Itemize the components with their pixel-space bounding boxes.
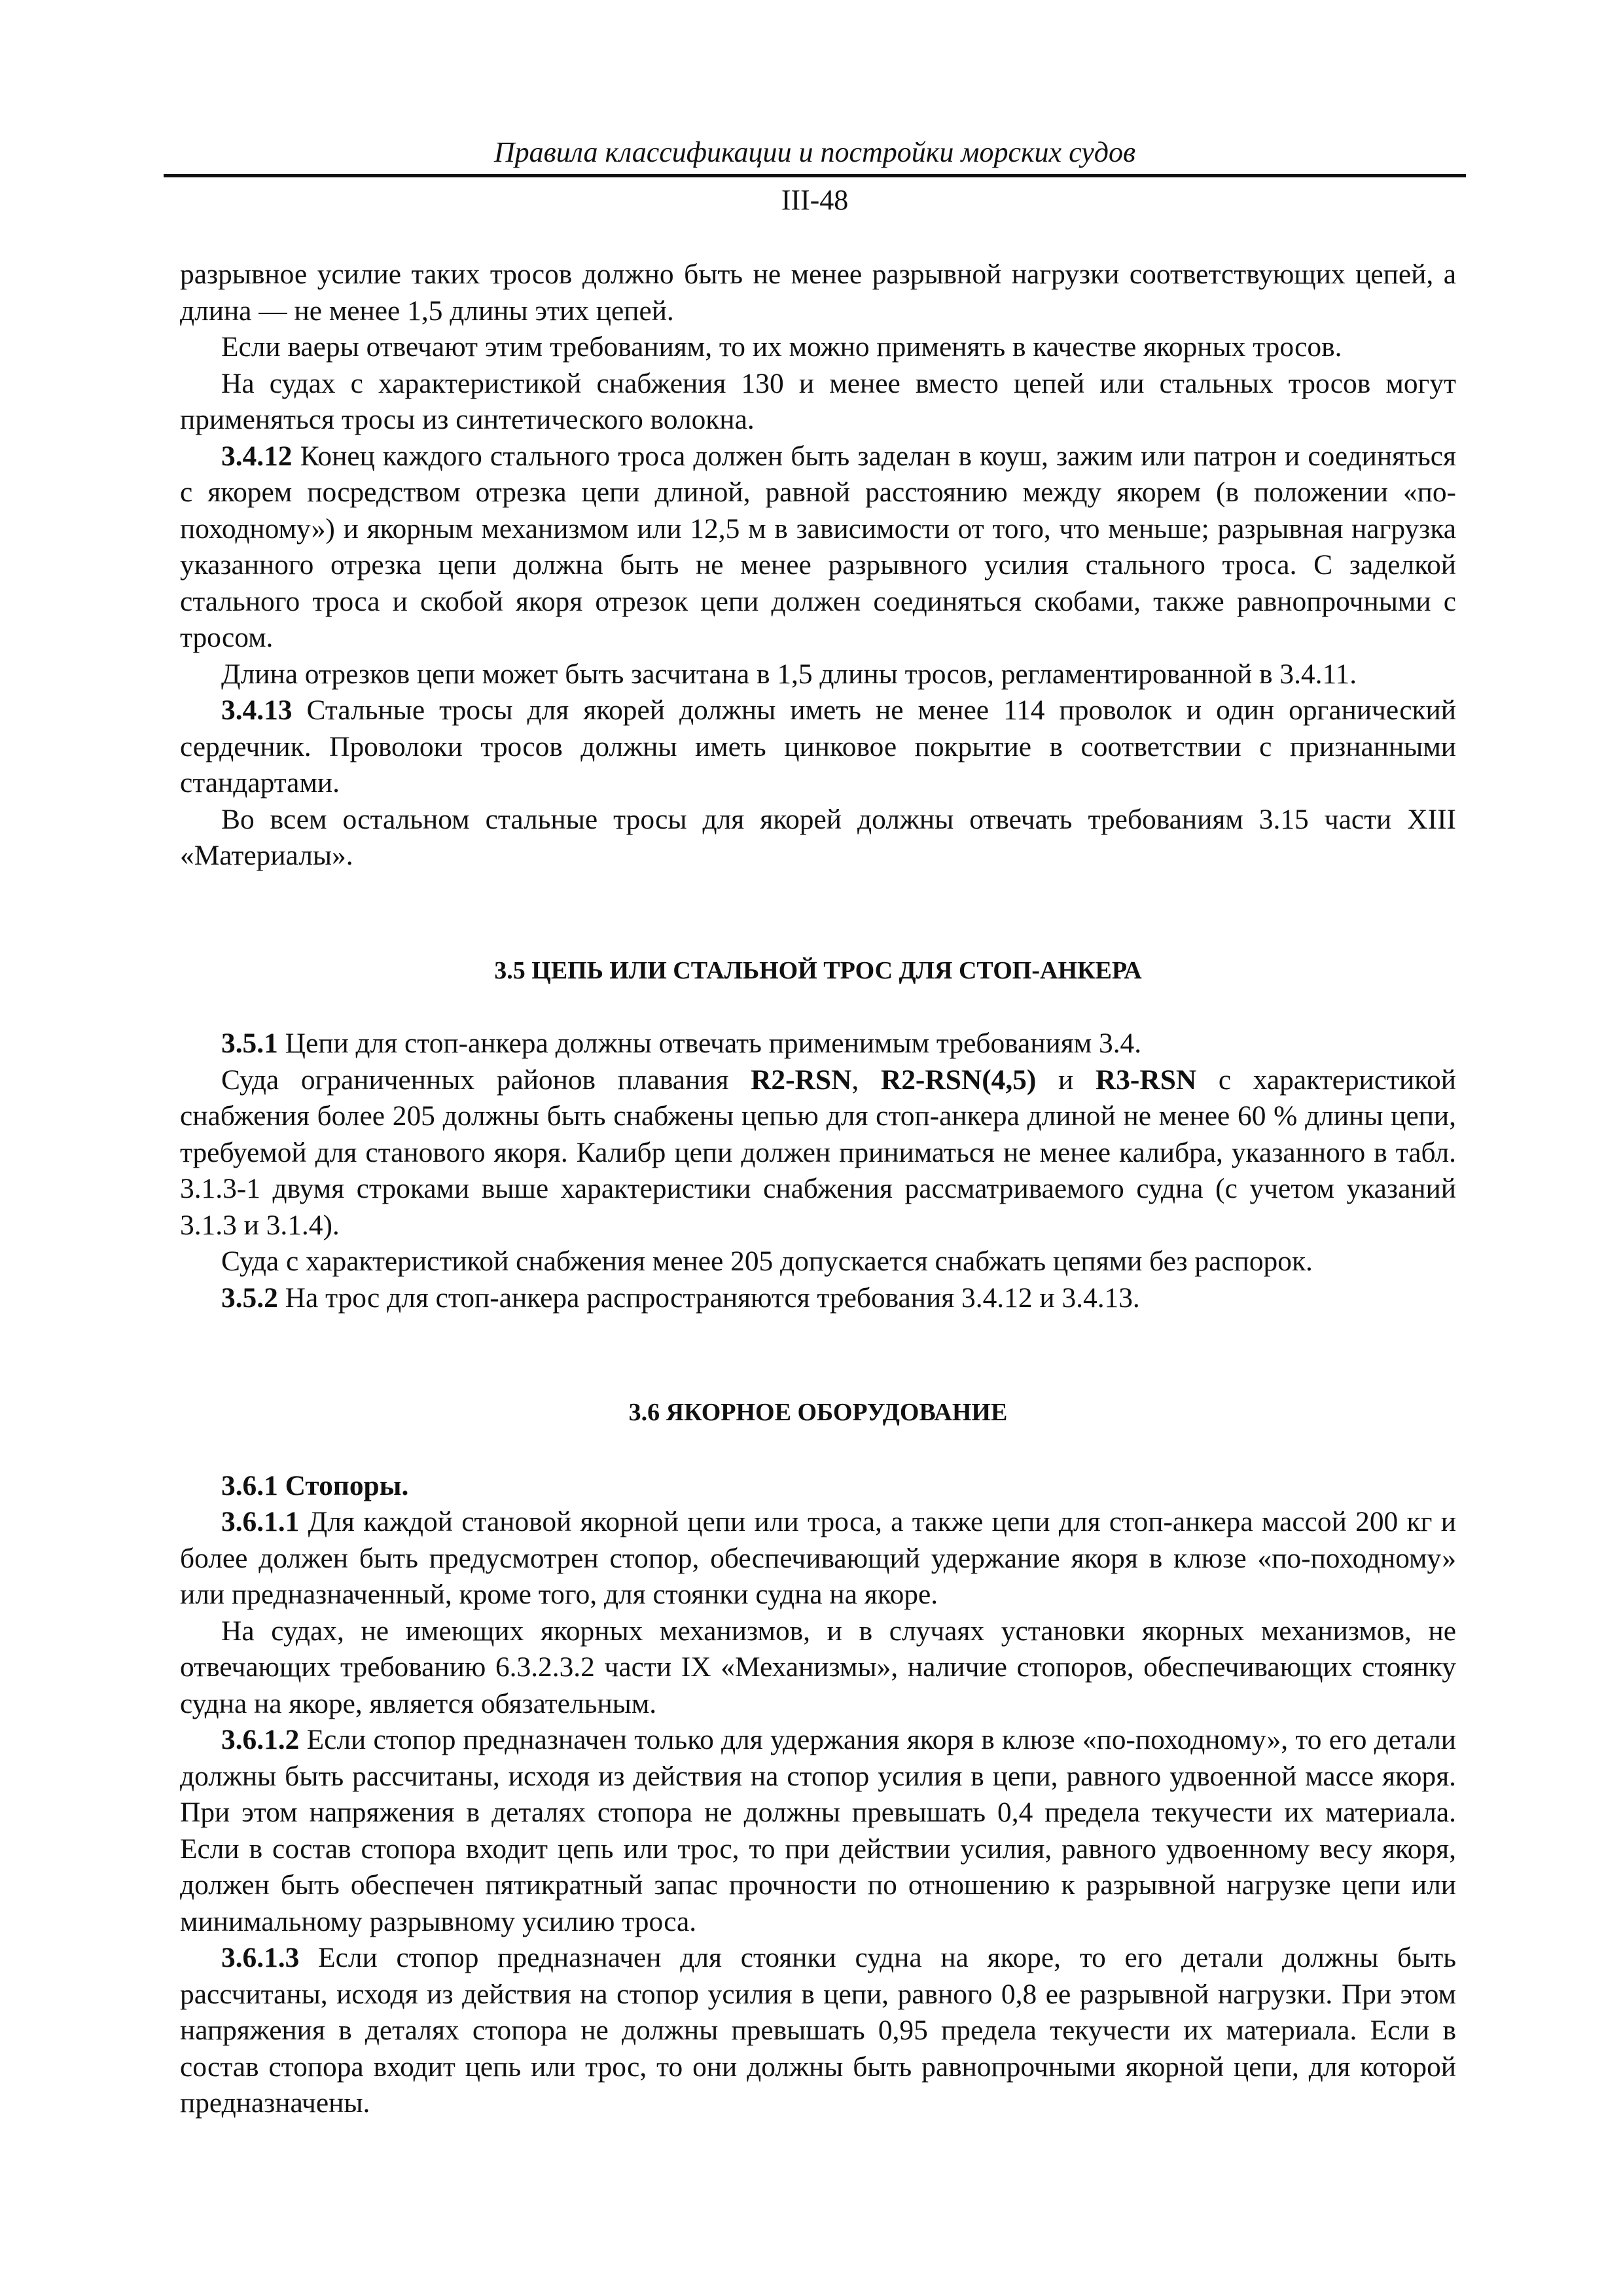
paragraph-text: Суда ограниченных районов плавания <box>221 1064 751 1096</box>
paragraph-3-6-1-3 <box>180 1940 1456 2122</box>
paragraph-text: Если ваеры отвечают этим требованиям, то их можно применять в качестве якорных тросов. <box>221 331 1342 363</box>
paragraph-3-6-1-2 <box>180 1722 1456 1940</box>
paragraph-text: Для каждой становой якорной цепи или троса, а также цепи для стоп-анкера массой 200 кг и более должен быть предусмотрен стопор, обеспечивающий удержание якоря в клюзе «по-походному» или предназначенный, кроме того, для стоянки судна на якоре. <box>180 1506 1456 1610</box>
document-body <box>180 257 1456 2122</box>
class-notation: R2-RSN(4,5) <box>880 1064 1037 1096</box>
paragraph-text: Если стопор предназначен только для удержания якоря в клюзе «по-походному», то его детали должны быть рассчитаны, исходя из действия на стопор усилия в цепи, равного удвоенной массе якоря. При этом напряжения в деталях стопора не должны превышать 0,4 предела текучести их материала. Если в состав стопора входит цепь или трос, то при действии усилия, равного удвоенному весу якоря, должен быть обеспечен пятикратный запас прочности по отношению к разрывной нагрузке цепи или минимальному разрывному усилию троса. <box>180 1724 1456 1937</box>
section-title-3-5: 3.5 ЦЕПЬ ИЛИ СТАЛЬНОЙ ТРОС ДЛЯ СТОП-АНКЕРА <box>494 956 1142 984</box>
clause-number: 3.5.2 <box>221 1282 278 1314</box>
paragraph-text: На трос для стоп-анкера распространяются требования 3.4.12 и 3.4.13. <box>277 1282 1140 1314</box>
paragraph <box>180 1244 1456 1280</box>
paragraph-continuation <box>180 257 1456 329</box>
paragraph <box>180 802 1456 874</box>
paragraph-text: с характеристикой снабжения более 205 должны быть снабжены цепью для стоп-анкера длиной не менее 60 % длины цепи, требуемой для станового якоря. Калибр цепи должен приниматься не менее калибра, указанного в табл. 3.1.3-1 двумя строками выше характеристики снабжения рассматриваемого судна (с учетом указаний 3.1.3 и 3.1.4). <box>180 1064 1457 1241</box>
section-spacer <box>180 1316 1456 1395</box>
paragraph-text: Стальные тросы для якорей должны иметь не менее 114 проволок и один органический сердечник. Проволоки тросов должны иметь цинковое покрытие в соответствии с признанными стандартами. <box>180 694 1456 798</box>
section-spacer <box>180 1431 1456 1468</box>
paragraph-3-4-13 <box>180 692 1456 802</box>
paragraph-text: разрывное усилие таких тросов должно быть не менее разрывной нагрузки соответствующих цепей, а длина — не менее 1,5 длины этих цепей. <box>180 259 1456 327</box>
paragraph-3-6-1-1 <box>180 1504 1456 1613</box>
section-title-3-6: 3.6 ЯКОРНОЕ ОБОРУДОВАНИЕ <box>628 1399 1008 1426</box>
class-notation: R2-RSN <box>751 1064 852 1096</box>
paragraph-text: Во всем остальном стальные тросы для якорей должны отвечать требованиям 3.15 части XIII «Материалы». <box>180 803 1456 871</box>
clause-number: 3.6.1 Стопоры. <box>221 1469 409 1501</box>
section-spacer <box>180 874 1456 953</box>
paragraph-3-5-1 <box>180 1026 1456 1062</box>
paragraph-text: Конец каждого стального троса должен быть заделан в коуш, зажим или патрон и соединяться с якорем посредством отрезка цепи длиной, равной расстоянию между якорем (в положении «по-походному») и якорным механизмом или 12,5 м в зависимости от того, что меньше; разрывная нагрузка указанного отрезка цепи должна быть не менее разрывного усилия стального троса. С заделкой стального троса и скобой якоря отрезок цепи должен соединяться скобами, также равнопрочными с тросом. <box>180 440 1456 653</box>
paragraph-3-5-2 <box>180 1280 1456 1317</box>
page-number: III-48 <box>781 184 849 216</box>
paragraph-3-4-12 <box>180 439 1456 656</box>
running-title: Правила классификации и постройки морских судов <box>493 136 1136 168</box>
clause-number: 3.4.12 <box>221 440 293 472</box>
header-rule <box>164 174 1466 177</box>
clause-number: 3.4.13 <box>221 694 293 726</box>
clause-number: 3.6.1.3 <box>221 1942 300 1973</box>
paragraph <box>180 366 1456 439</box>
class-notation: R3-RSN <box>1095 1064 1197 1096</box>
paragraph-text: Длина отрезков цепи может быть засчитана в 1,5 длины тросов, регламентированной в 3.4.11. <box>221 658 1357 690</box>
paragraph-restricted-areas <box>180 1062 1456 1244</box>
clause-number: 3.6.1.2 <box>221 1724 300 1755</box>
paragraph <box>180 656 1456 693</box>
paragraph-text: Цепи для стоп-анкера должны отвечать применимым требованиям 3.4. <box>277 1028 1142 1059</box>
paragraph-text: Если стопор предназначен для стоянки судна на якоре, то его детали должны быть рассчитаны, исходя из действия на стопор усилия в цепи, равного 0,8 ее разрывной нагрузки. При этом напряжения в деталях стопора не должны превышать 0,95 предела текучести их материала. Если в состав стопора входит цепь или трос, то они должны быть равнопрочными якорной цепи, для которой предназначены. <box>180 1942 1456 2119</box>
paragraph <box>180 329 1456 366</box>
separator-text: и <box>1036 1064 1096 1096</box>
paragraph-text: Суда с характеристикой снабжения менее 205 допускается снабжать цепями без распорок. <box>221 1246 1313 1277</box>
separator-text: , <box>851 1064 881 1096</box>
clause-number: 3.6.1.1 <box>221 1506 300 1537</box>
paragraph-text: На судах, не имеющих якорных механизмов, и в случаях установки якорных механизмов, не отвечающих требованию 6.3.2.3.2 части IX «Механизмы», наличие стопоров, обеспечивающих стоянку судна на якоре, является обязательным. <box>180 1615 1456 1719</box>
clause-number: 3.5.1 <box>221 1028 278 1059</box>
paragraph <box>180 1613 1456 1723</box>
section-spacer <box>180 989 1456 1026</box>
paragraph-text: На судах с характеристикой снабжения 130 и менее вместо цепей или стальных тросов могут применяться тросы из синтетического волокна. <box>180 367 1456 435</box>
subsection-heading-3-6-1 <box>180 1468 1456 1505</box>
